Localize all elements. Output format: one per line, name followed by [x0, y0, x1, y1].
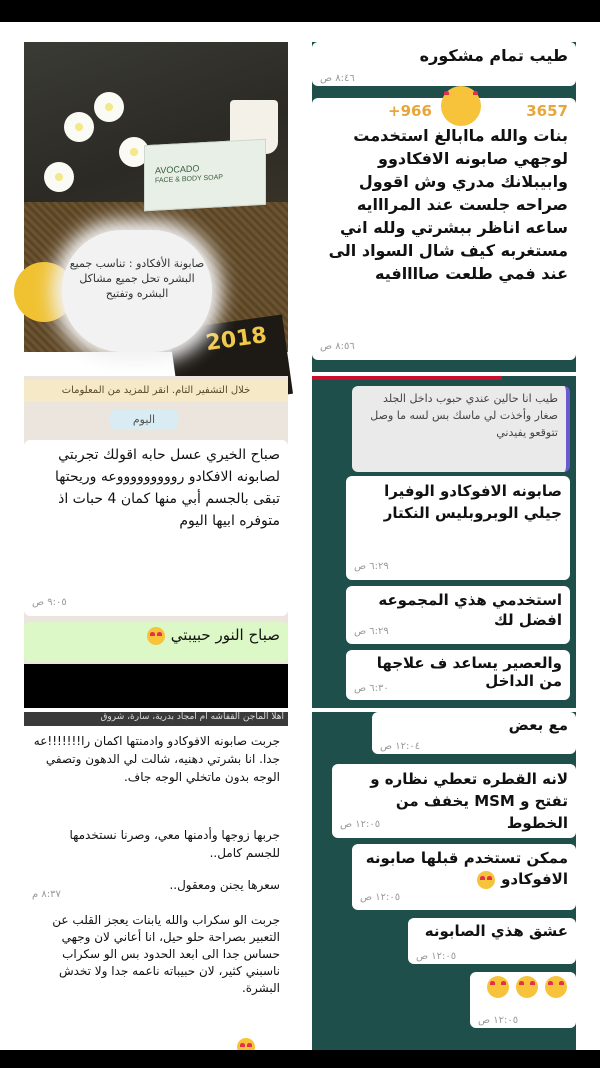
chat-panel-6 [312, 712, 576, 1050]
soap-box [144, 139, 266, 211]
message-time: ١٢:٠٥ ص [416, 951, 457, 962]
message-time: ٦:٢٩ ص [354, 561, 389, 572]
top-red-line [312, 376, 502, 380]
message-time: ٦:٢٩ ص [354, 626, 389, 637]
message-text: جربت صابونه الافوكادو وادمنتها اكمان را!!!!!!!عه جدا. انا بشرتي دهنيه، شالت لي الدهون وتصفي الوجه بدون ماتخلي الوجه جاف. [33, 734, 280, 784]
message-time: ١٢:٠٥ ص [478, 1015, 519, 1026]
message-time: ١٢:٠٥ ص [360, 892, 401, 903]
message-text-block [24, 728, 288, 808]
caption-cloud [62, 230, 212, 352]
chat-panel-4 [312, 376, 576, 708]
message-time: ٨:٣٧ م [32, 889, 61, 900]
message-text: جربها زوجها وأدمنها معي، وصرنا نستخدمها للجسم كامل.. [69, 828, 280, 860]
emoji-icon [237, 1038, 255, 1050]
message-text: عشق هذي الصابونه [424, 922, 568, 940]
message-text: استخدمي هذي المجموعه افضل لك [378, 591, 562, 629]
message-bubble [332, 764, 576, 838]
message-text: لانه القطره تعطي نظاره و تفتح و MSM يخفف من الخطوط [370, 770, 568, 832]
message-bubble [346, 650, 570, 700]
message-text: مع بعض [508, 716, 568, 734]
phone-suffix: 3657 [526, 102, 568, 120]
date-chip: اليوم [110, 410, 178, 430]
message-time: ٩:٠٥ ص [32, 597, 67, 608]
chat-panel-3 [24, 376, 288, 708]
message-text: سعرها يجنن ومعقول.. [169, 878, 280, 892]
message-text-block [24, 908, 288, 1022]
orchid-flower-2 [94, 92, 124, 122]
product-photo [24, 42, 288, 357]
message-text: والعصير يساعد ف علاجها من الداخل [376, 654, 562, 690]
message-bubble [408, 918, 576, 964]
heart-eyes-emoji-icon [516, 976, 538, 998]
message-bubble [372, 712, 576, 754]
message-bubble [24, 622, 288, 662]
collage-page [0, 22, 600, 1050]
orchid-flower-4 [44, 162, 74, 192]
message-text: ممكن تستخدم قبلها صابونه الافوكادو [365, 849, 568, 888]
heart-eyes-emoji-icon [487, 976, 509, 998]
message-text: بنات والله ماابالغ استخدمت لوجهي صابونه الافكادوو وابيبلانك مدري وش اقوول صراحه جلست عند المرااايه ساعه اناظر ببشرتي ولله اني مستغربه كيف شال السواد الى عند فمي طلعت صاااافيه [328, 126, 568, 283]
chat-panel-5 [24, 712, 288, 1050]
quoted-text: طيب انا حالين عندي حبوب داخل الجلد صغار وأخذت لي ماسك بس لسه ما وصل تتوقعو يفيدني [370, 392, 558, 439]
message-time: ٦:٣٠ ص [354, 683, 389, 694]
message-bubble [346, 586, 570, 644]
phone-prefix: +966 [388, 102, 432, 120]
message-text: طيب تمام مشكوره [419, 46, 568, 65]
message-bubble [470, 972, 576, 1028]
message-text-block [24, 822, 288, 862]
message-time: ٨:٥٦ ص [320, 341, 355, 352]
message-time: ٨:٤٦ ص [320, 73, 355, 84]
message-bubble [352, 844, 576, 910]
soap-box-brand: AVOCADO [155, 163, 200, 176]
heart-eyes-emoji-icon [477, 871, 495, 889]
heart-eyes-emoji-icon [545, 976, 567, 998]
message-bubble [312, 98, 576, 360]
quoted-message [352, 386, 570, 472]
message-text: جربت الو سكراب والله يابنات يعجز القلب عن التعبير بصراحة حلو حيل، انا أعاني لان وجهي حساس جدا الى ابعد الحدود بس الو سكراب ناسبني كثير، لان حبيباته ناعمه جدا ولا تخدش البشرة. [52, 913, 280, 995]
kiss-emoji-icon [147, 627, 165, 645]
black-bar [24, 664, 288, 708]
encryption-notice[interactable]: خلال التشفير التام. انقر للمزيد من المعلومات [24, 380, 288, 402]
heart-eyes-emoji-icon [441, 86, 481, 126]
message-text: صابونه الافوكادو الوفيرا جيلي الوبروبليس النكتار [383, 482, 562, 522]
catalog-year: 2018 [204, 322, 269, 357]
message-text-block [24, 872, 288, 906]
chat-panel-2 [312, 42, 576, 372]
orchid-flower-1 [64, 112, 94, 142]
message-time: ١٢:٠٥ ص [340, 819, 381, 830]
message-text: صباح النور حبيبتي [170, 626, 280, 644]
caption-text: صابونة الأفكادو : تناسب جميع البشره تحل جميع مشاكل البشره وتفتيح [69, 257, 205, 300]
soap-box-subtitle: FACE & BODY SOAP [155, 174, 223, 185]
message-bubble [346, 476, 570, 580]
group-header: أهلا الماجن القفاشه ام امجاد بدرية، سارة، شروق [24, 712, 288, 726]
message-bubble [24, 440, 288, 616]
message-time: ١٢:٠٤ ص [380, 741, 421, 752]
message-bubble [312, 42, 576, 86]
message-text: صباح الخيري عسل حابه اقولك تجربتي لصابونه الافكادو روووووووووعه وريحتها تبقى بالجسم أبي منها كمان 4 حبات اذ متوفره ابيها اليوم [55, 447, 280, 529]
